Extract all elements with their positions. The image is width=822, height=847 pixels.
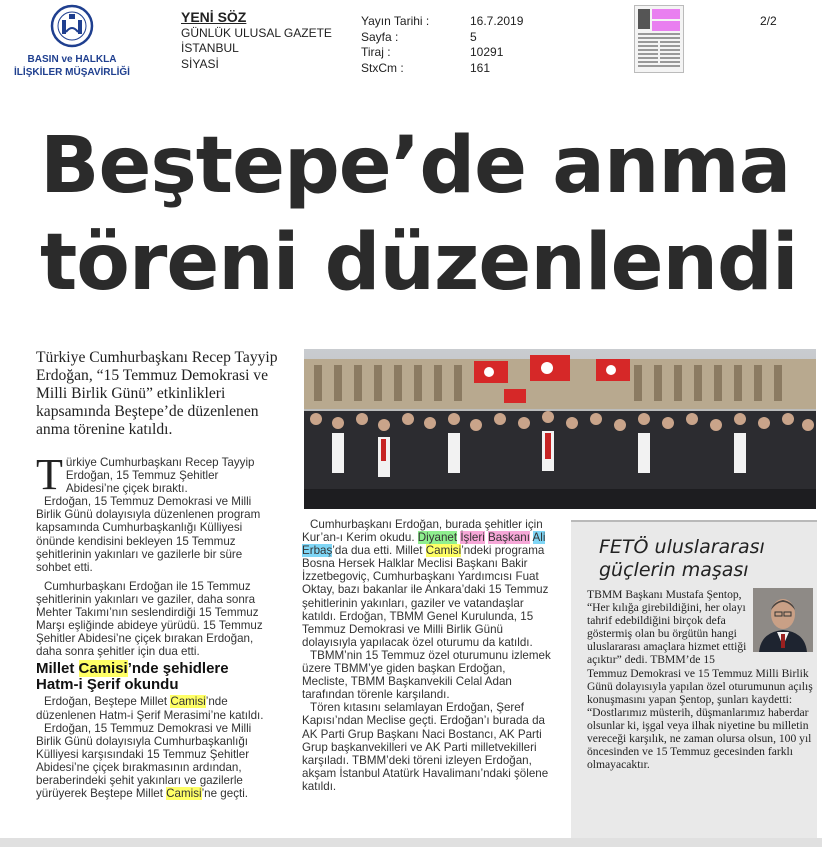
sidebar-title-line: güçlerin maşası	[599, 559, 749, 581]
paragraph-text: Erdoğan, 15 Temmuz Demokrasi ve Milli Birlik Günü dolayısıyla Cumhurbaşkanlığı Külliyesi karşısındaki 15 Temmuz Şehitler Abidesi’ne çiçek bırakmasının ardından, beraberindeki şehit yakınları ve gazilerle yürüyerek Beştepe Millet	[36, 721, 252, 801]
paragraph	[36, 450, 274, 499]
crowd-photo	[304, 349, 816, 509]
circulation-value: 10291	[470, 45, 504, 59]
paragraph	[36, 722, 274, 801]
circulation-label: Tiraj :	[361, 45, 391, 59]
sidebar-box	[571, 520, 817, 838]
subheading-text: ’nde şehidlere Hatm-i Şerif okundu	[36, 660, 229, 694]
subheading-text: Millet	[36, 660, 79, 678]
highlighted-word: İşleri	[460, 531, 485, 545]
paragraph: Erdoğan, 15 Temmuz Demokrasi ve Milli Birlik Günü dolayısıyla düzenlenen program kapsamında Cumhurbaşkanlığı Külliyesi önünde kendisini bekleyen 15 Temmuz şehitlerinin yakınları ve gazilerle bir süre sohbet etti.	[36, 495, 261, 574]
paragraph: Tören kıtasını selamlayan Erdoğan, Şeref Kapısı’ndan Meclise geçti. Erdoğan’ı burada da AK Parti Grup Başkanı Naci Bostancı, AK Parti Grup başkanvekilleri ve AK Parti milletvekilleri karşıladı. TBMM’deki töreni izleyen Erdoğan, akşam İstanbul Atatürk Havalimanı’ndaki şölene katıldı.	[302, 701, 549, 793]
sidebar-title	[599, 536, 765, 582]
portrait-photo	[753, 588, 813, 652]
paragraph	[36, 695, 274, 721]
page-label: Sayfa :	[361, 29, 399, 44]
page-value: 5	[470, 29, 477, 44]
paragraph-text: ’nde düzenlenen Hatm-i Şerif Merasimi’ne katıldı.	[36, 695, 264, 722]
date-label: Yayın Tarihi :	[361, 14, 430, 28]
clipping-source	[181, 10, 332, 72]
article-lead: Türkiye Cumhurbaşkanı Recep Tayyip Erdoğan, “15 Temmuz Demokrasi ve Milli Birlik Günü” etkinlikleri kapsamında Beştepe’de düzenlenen anma törenine katıldı.	[36, 349, 278, 438]
article-subheading	[36, 661, 274, 693]
highlighted-word: Camisi	[425, 544, 462, 558]
publication-type: GÜNLÜK ULUSAL GAZETE	[181, 25, 332, 40]
clipping-values	[470, 14, 523, 76]
sidebar-text	[587, 588, 813, 771]
publication-name: YENİ SÖZ	[181, 9, 247, 25]
date-value: 16.7.2019	[470, 14, 524, 28]
paragraph-text: Cumhurbaşkanı Erdoğan, burada şehitler için Kur’an-ı Kerim okudu.	[302, 518, 543, 545]
dropcap: T	[36, 450, 63, 499]
bottom-border	[0, 838, 822, 847]
highlighted-word: Camisi	[78, 660, 128, 678]
agency-logo	[8, 4, 136, 104]
page-count: 2/2	[760, 14, 777, 28]
paragraph-text: ürkiye Cumhurbaşkanı Recep Tayyip Erdoğan, 15 Temmuz Şehitler Abidesi’ne çiçek bıraktı.	[65, 456, 255, 496]
emblem-logo-icon	[50, 4, 94, 48]
highlighted-word: Camisi	[166, 787, 202, 801]
sidebar-paragraph: TBMM Başkanı Mustafa Şentop, “Her kılığa girebildiğini, her olayı tahrif edebildiğini birçok defa göstermiş olan bu örgütün hangi uluslararası amaçlara hizmet ettiği açıktır” dedi. TBMM’de 15 Temmuz Demokrasi ve 15 Temmuz Milli Birlik Günü dolayısıyla yapılan özel oturumunun açılış konuşmasını yapan Şentop, şunları kaydetti: “Dostlarımız müsterih, düşmanlarımız haberdar olsunlar ki, işgal veya ilhak niyetine bu milletin vereceği karşılık, ne zaman olursa olsun, 100 yıl öncesinden ve 15 Temmuz gecesinden farklı olmayacaktır.	[587, 588, 813, 772]
paragraph	[302, 518, 552, 649]
highlighted-word: Diyanet	[417, 531, 458, 545]
stxcm-label: StxCm :	[361, 60, 404, 75]
page-thumbnail-icon[interactable]	[634, 5, 684, 73]
highlighted-word: Ali	[532, 531, 546, 545]
headline-line-1: Beştepe’de anma	[40, 121, 791, 211]
highlighted-word: Erbaş	[302, 544, 333, 558]
clipping-labels	[361, 14, 429, 76]
article-column-1	[36, 450, 274, 801]
publication-city: İSTANBUL	[181, 41, 239, 55]
headline-line-2: töreni düzenlendi	[40, 218, 798, 308]
paragraph: Cumhurbaşkanı Erdoğan ile 15 Temmuz şehitlerinin yakınları ve gaziler, daha sonra Mehter Takımı’nın seslendirdiği 15 Temmuz Marşı eşliğinde abideye yürüdü. 15 Temmuz Şehitler Abidesi’ne çiçek bırakan Erdoğan, daha sonra şehitler için dua etti.	[36, 579, 263, 659]
publication-category: SİYASİ	[181, 56, 219, 71]
article-column-2	[302, 518, 552, 793]
paragraph-text: ’da dua etti. Millet	[332, 544, 426, 558]
headline	[40, 118, 820, 312]
paragraph-text: ’ndeki programa Bosna Hersek Halklar Meclisi Başkanı Bakir İzzetbegoviç, Cumhurbaşkanı Yardımcısı Fuat Oktay, bazı bakanlar ile Ankara’daki 15 Temmuz şehitlerinin yakınları, gaziler ve vatandaşlar katıldı. Erdoğan, TBMM Genel Kurulunda, 15 Temmuz Demokrasi ve Milli Birlik Günü dolayısıyla yapılacak özel oturumu da katıldı.	[302, 544, 549, 649]
agency-name: BASIN ve HALKLA İLİŞKİLER MÜŞAVİRLİĞİ	[14, 54, 130, 78]
paragraph-text: Erdoğan, Beştepe Millet	[44, 695, 171, 709]
sidebar-title-line: FETÖ uluslararası	[599, 536, 765, 558]
stxcm-value: 161	[470, 60, 491, 75]
paragraph: TBMM’nin 15 Temmuz özel oturumunu izlemek üzere TBMM’ye giden başkan Erdoğan, Mecliste, TBMM Başkanvekili Celal Adan tarafından törenle karşılandı.	[302, 648, 551, 702]
highlighted-word: Camisi	[170, 695, 206, 709]
paragraph-text: ’ne geçti.	[201, 787, 249, 801]
highlighted-word: Başkanı	[488, 531, 530, 545]
